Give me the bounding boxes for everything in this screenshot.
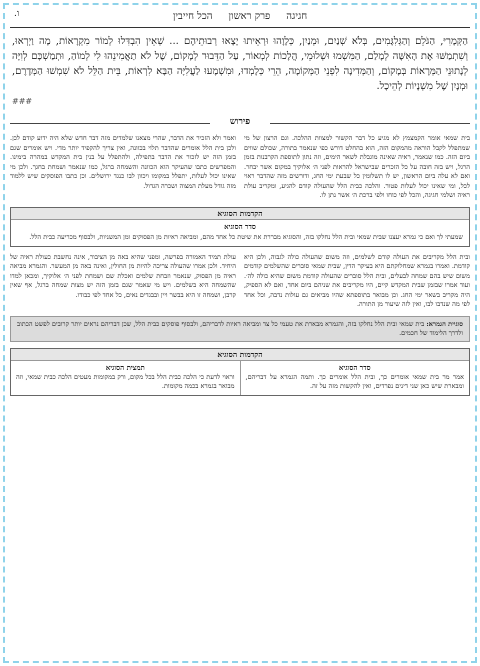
commentary-banner-label: פירוש [210,116,270,127]
body-right-column: ובית הלל מקריבים את העולה קודם לשלמים, וזה משום שהעולה כולה לגבוה, ולכן היא קודמת. ואמרו בגמרא שמחלוקתם היא בעיקר הדין, שבית שמאי סוברים שהשלמים קודמים משום שיש בהם שמחה לבעלים, ובית הלל סוברים שהעולה קודמת משום שהיא כולה לה׳. ועוד אמרו שבזמן שבית המקדש קיים, היו מקריבים את שניהם ביום אחד, ואם לא הספיק, היה מקריב בשאר ימי החג. וכן מבואר בתוספתא שהיו מביאים גם עולות נדבה, וכל אחד לפי מה שנדבו לבו, ואין לזה שיעור מן התורה. [244,252,470,308]
bottom-box-left-heading: תמצית הסוגיא [105,362,145,372]
bottom-box-right-text: אמר מר בית שמאי אומרים כך, ובית הלל אומרים כך. ותמה הגמרא על דבריהם, ומבארת שיש כאן שני דינים נפרדים, ואין להקשות מזה על זה. [245,372,464,390]
intro-box-text: שמעתי לך ואם כי גמרא יעצנו שבית שמאי ובית הלל נחלקו בזה, והסוגיא מבררת את שיטת כל אחד מהם, ומביאה ראיות מן הפסוקים ומן המשניות, ולבסוף מכריעה כבית הלל. [29,232,463,241]
header-rule [10,27,470,28]
chapter-right-title: חגיגה [286,10,308,22]
chapter-left-title: הכל חייבין [172,10,213,22]
bottom-box-right-heading: סדר הסוגיא [338,362,371,372]
bottom-box-columns [11,361,469,395]
bottom-box-title: הקדמות הסוגיא [11,349,469,361]
gemara-note-text: בית שמאי ובית הלל נחלקו בזה, והגמרא מבארת את טעמי כל צד ומביאה ראיות לדבריהם, ולבסוף פוסקים כבית הלל, שכן דבריהם נראים יותר קרובים לפשט הכתוב ולדרך הלימוד של חכמים. [17,319,463,337]
chapter-center-title: פרק ראשון [228,10,271,22]
page-number: ו. [14,9,20,19]
gemara-note [10,316,470,342]
bottom-box-left [11,361,241,395]
bottom-box-left-text: וראוי לדעת כי הלכה כבית הלל בכל מקום, ורק במקומות מעטים הלכה כבית שמאי, וזה מבואר בגמרא בכמה מקומות. [16,372,235,390]
page [10,8,470,658]
commentary-banner [10,116,470,130]
intro-box-title: הקדמות הסוגיא [11,208,469,220]
running-header [10,8,470,24]
gemara-note-label: סוגיית הגמרא: [426,319,463,328]
commentary-columns [10,134,470,201]
bottom-box-right [241,361,470,395]
body-left-column: עולת תמיד האמורה בפרשה, ומפני שהיא באה מן הציבור, אינה נחשבת כעולת ראיה של היחיד. ולכן אמרו שהעולה צריכה להיות מן החולין, ואינה באה מן המעשר. והגמרא מביאה ראיה מן הפסוק, שנאמר וזבחת שלמים ואכלת שם ושמחת לפני ה׳ אלוקיך, ומכאן למדו שהשמחה היא בשלמים. ויש מי שאמר שגם בזמן הזה יש מצות שמחה ברגל, אף שאין קרבן, ושמחה זו היא בבשר ויין ובבגדים נאים, כל אחד לפי כבודו. [10,252,236,299]
intro-box-subtitle: סדר הסוגיא [224,221,256,231]
bottom-box [10,348,470,396]
section-end-marker: ### [12,97,33,106]
intro-box [10,207,470,247]
commentary-left-column: ואמר ולא הזכיר את הדבר, שהרי מצאנו שלמדים מזה דבר חדש שלא היה ידוע קודם לכן. ולכן בית הלל אומרים שהדבר תלוי בכוונה, ואין צריך להקפיד יותר מדי. ויש אומרים שגם בזמן הזה יש לזכור את הדבר בתפילה, ולהתפלל על בנין בית המקדש במהרה בימינו. והמפרשים כתבו שהעיקר הוא הכוונה והשמחה ברגל, כמו שנאמר ושמחת בחגך. ולכן מי שאינו יכול לעלות, יתפלל במקומו ויכוון לבו כנגד ירושלים. וכן כתבו הפוסקים שיש ללמוד מזה גודל מעלת המצוה ושכרה הגדול. [10,134,236,190]
mishnah-text-block [10,34,470,109]
commentary-right-column: בית שמאי אומר הקמצמץ לא מגיע כל דבר הקשור למצוות ההלכה. וגם הרצון של מי שמתפלל לקבל הוראה מהמקום הזה, הוא בהחלט דורש כפי שנאמר בתורה, שכולם שווים ביום הזה. כמו שנאמר, ראיה שאינה מוגבלת לשאר הימים, וזה נתון לתוספת הקרבנות בזמן הרגל, ויש בזה חובה על כל הזכרים שבישראל להראות לפני ה׳ אלוקיך במקום אשר יבחר. ואם לא עלה ביום הראשון, יש לו תשלומין כל שבעת ימי החג, ודורשים מזה שהדבר ראוי לכל, ומי שאינו יכול לעלות פטור. והלכה כבית הלל שהעולה קודם להגיע, ומקריב עולת ראיה ושלמי חגיגה, והכל לפי כוחו ולפי ברכת ה׳ אשר נתן לו. [244,134,470,199]
body-columns [10,253,470,310]
mishnah-text: הַקְּמָרִיּ, הַגֹּלֵם וְהַגְּלִגָּמִים, בְּלֹא שְׁנַיִם, וּמְנַיִן, כְּלָוָהוּ וּרְאֵיתוּ יָצָאוּ רְבוּתֵיהֶם ... שְׁאֵין הִבְדִּלוּ לְמוֹר מִקְרָאוֹת, מָה וַיְרְאוּ, וְשִׁתְמַשּׁוּ אֶת הָאִשָּׁה לְמָלַם, הַמִּשְׁמוּ וּשְׁלוּמֵי, הֲלָכוֹת לְמְאוֹר, עַל הַדֵּבוּר לְמָקוֹם, שֶׁל לֹא תַאֲמִינֵהוּ לִי לְמוֹהַ, וּתְמַשְׁכָּם לְוִיָּה לְנָתוּנֵי הַמְּרָאוֹת בְּמָקוֹם, וְהַמְּדִינָה לִפְנֵי הַמְּקוֹמָה, הֵרֵי כְּלָמְדוּ, וּמִשְׁמָעוּ לַעֲלִיָּה הַבָּא לִרְאוֹת, בֵּית הַלֵּל לֹא שִׁמְשׁוּ הַמְּדֶרֶם, וּמְנָיִן שֶׁל מִשְׁנָיוֹת לְהֵיכָל. [12,36,468,92]
